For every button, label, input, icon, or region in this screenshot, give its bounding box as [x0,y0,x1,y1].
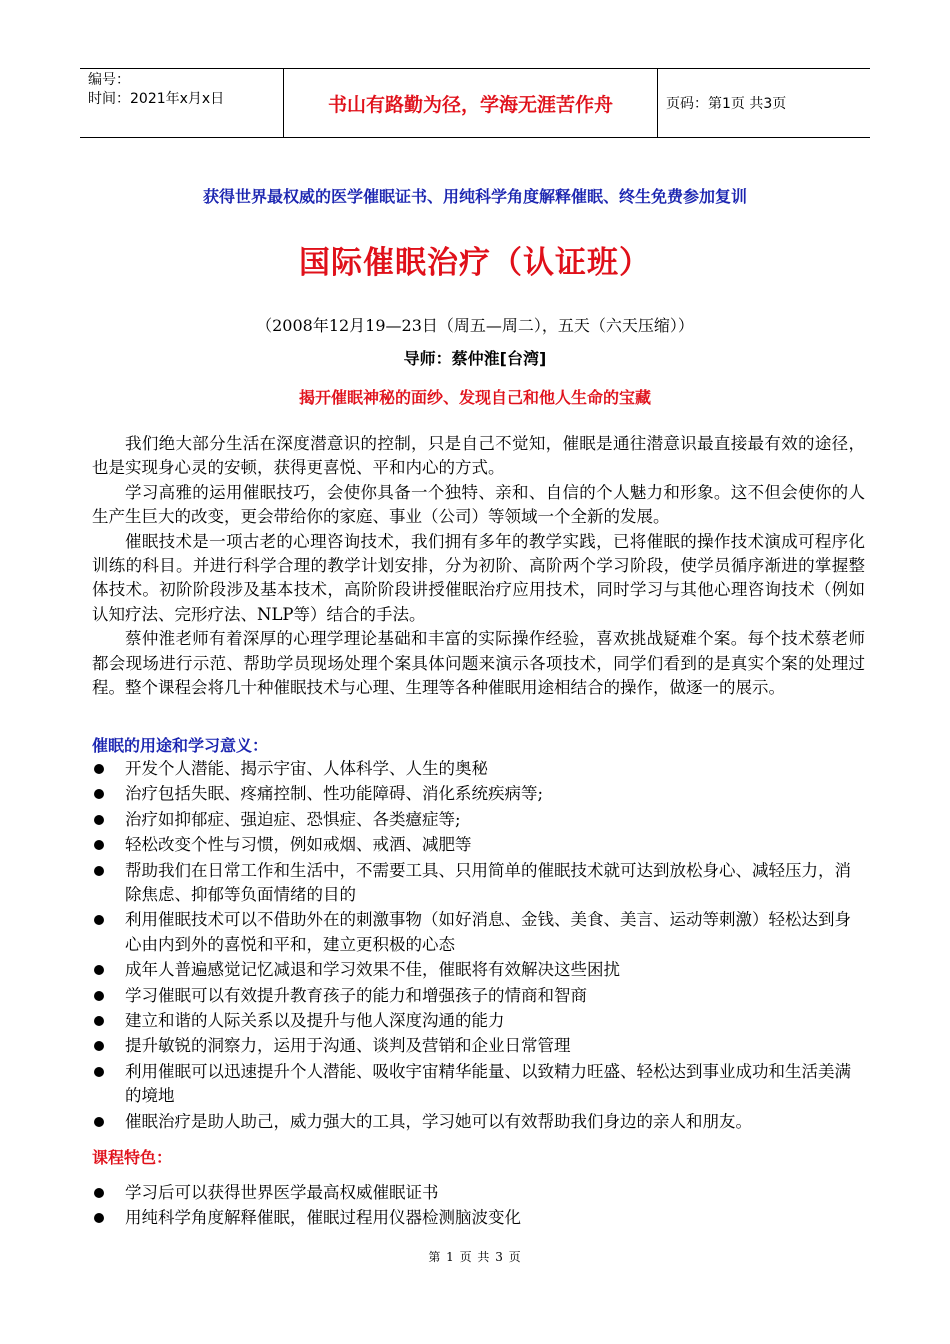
intro-paragraph: 我们绝大部分生活在深度潜意识的控制，只是自己不觉知，催眠是通往潜意识最直接最有效的途径，也是实现身心灵的安顿，获得更喜悦、平和内心的方式。 [92,434,865,478]
intro-paragraph: 蔡仲淮老师有着深厚的心理学理论基础和丰富的实际操作经验，喜欢挑战疑难个案。每个技术蔡老师都会现场进行示范、帮助学员现场处理个案具体问题来演示各项技术，同学们看到的是真实个案的处理过程。整个课程会将几十种催眠技术与心理、生理等各种催眠用途相结合的操作，做逐一的展示。 [92,629,865,698]
uses-section-title: 催眠的用途和学习意义： [92,736,269,755]
page-footer: 第 1 页 共 3 页 [428,1250,522,1264]
list-item-text: 用纯科学角度解释催眠，催眠过程用仪器检测脑波变化 [125,1208,521,1228]
header-page-info: 页码：第1页 共3页 [666,96,787,112]
intro-paragraph: 学习高雅的运用催眠技巧，会使你具备一个独特、亲和、自信的个人魅力和形象。这不但会使你的人生产生巨大的改变，更会带给你的家庭、事业（公司）等领域一个全新的发展。 [92,482,865,527]
list-item [92,1060,865,1109]
list-item-text: 提升敏锐的洞察力，运用于沟通、谈判及营销和企业日常管理 [125,1036,571,1056]
list-item-text: 开发个人潜能、揭示宇宙、人体科学、人生的奥秘 [125,759,488,778]
bullet-icon [94,965,104,975]
list-item-text: 帮助我们在日常工作和生活中，不需要工具、只用简单的催眠技术就可达到放松身心、减轻压力，消除焦虑、抑郁等负面情绪的目的 [125,860,851,905]
list-item [92,1181,865,1205]
list-item [92,782,865,806]
list-item [92,1009,865,1033]
list-item-text: 治疗包括失眠、疼痛控制、性功能障碍、消化系统疾病等; [125,784,544,804]
list-item [92,757,865,781]
list-item-text: 催眠治疗是助人助己，威力强大的工具，学习她可以有效帮助我们身边的亲人和朋友。 [125,1111,752,1131]
list-item-text: 轻松改变个性与习惯，例如戒烟、戒酒、减肥等 [125,835,472,855]
list-item-text: 学习后可以获得世界医学最高权威催眠证书 [125,1183,439,1202]
list-item [92,908,865,957]
list-item [92,1206,865,1230]
list-item [92,808,865,832]
list-item [92,833,865,857]
list-item [92,984,865,1008]
list-item-text: 学习催眠可以有效提升教育孩子的能力和增强孩子的情商和智商 [125,985,587,1005]
feature-section-title: 课程特色： [92,1148,173,1167]
list-item-text: 利用催眠可以迅速提升个人潜能、吸收宇宙精华能量、以致精力旺盛、轻松达到事业成功和生活美满的境地 [125,1061,851,1106]
list-item-text: 建立和谐的人际关系以及提升与他人深度沟通的能力 [125,1011,505,1031]
bullet-icon [94,764,104,774]
intro-paragraph: 催眠技术是一项古老的心理咨询技术，我们拥有多年的教学实践，已将催眠的操作技术演成可程序化训练的科目。并进行科学合理的教学计划安排，分为初阶、高阶两个学习阶段，使学员循序渐进的掌握整体技术。初阶阶段涉及基本技术，高阶阶段讲授催眠治疗应用技术，同时学习与其他心理咨询技术（例如认知疗法、完形疗法、NLP等）结合的手法。 [92,531,865,624]
bullet-icon [94,789,104,799]
bullet-icon [94,915,104,925]
bullet-icon [94,1188,104,1198]
bullet-icon [94,1016,104,1026]
bullet-icon [94,1117,104,1127]
header-number: 编号： [88,72,130,88]
header-time: 时间：2021年x月x日 [88,91,225,107]
list-item [92,859,865,908]
list-item [92,1034,865,1058]
bullet-icon [94,866,104,876]
course-date: （2008年12月19—23日（周五—周二），五天（六天压缩）） [256,316,694,335]
list-item [92,958,865,982]
bullet-icon [94,1067,104,1077]
list-item-text: 成年人普遍感觉记忆减退和学习效果不佳，催眠将有效解决这些困扰 [125,960,620,980]
bullet-icon [94,1213,104,1223]
bullet-icon [94,991,104,1001]
list-item-text: 利用催眠技术可以不借助外在的刺激事物（如好消息、金钱、美食、美言、运动等刺激）轻松达到身心由内到外的喜悦和平和，建立更积极的心态 [125,910,851,954]
bullet-icon [94,1041,104,1051]
header-meta [80,69,283,137]
feature-list [92,1181,865,1232]
bullet-icon [94,840,104,850]
tagline: 获得世界最权威的医学催眠证书、用纯科学角度解释催眠、终生免费参加复训 [202,187,747,206]
list-item [92,1110,865,1134]
document-header [80,68,870,138]
header-motto: 书山有路勤为径，学海无涯苦作舟 [283,69,658,137]
uses-list [92,757,865,1135]
intro-body [92,432,865,700]
page-title: 国际催眠治疗（认证班） [299,245,651,281]
list-item-text: 治疗如抑郁症、强迫症、恐惧症、各类癔症等; [125,809,461,829]
bullet-icon [94,815,104,825]
slogan: 揭开催眠神秘的面纱、发现自己和他人生命的宝藏 [298,388,651,407]
teacher-line: 导师：蔡仲淮[台湾] [403,349,547,368]
